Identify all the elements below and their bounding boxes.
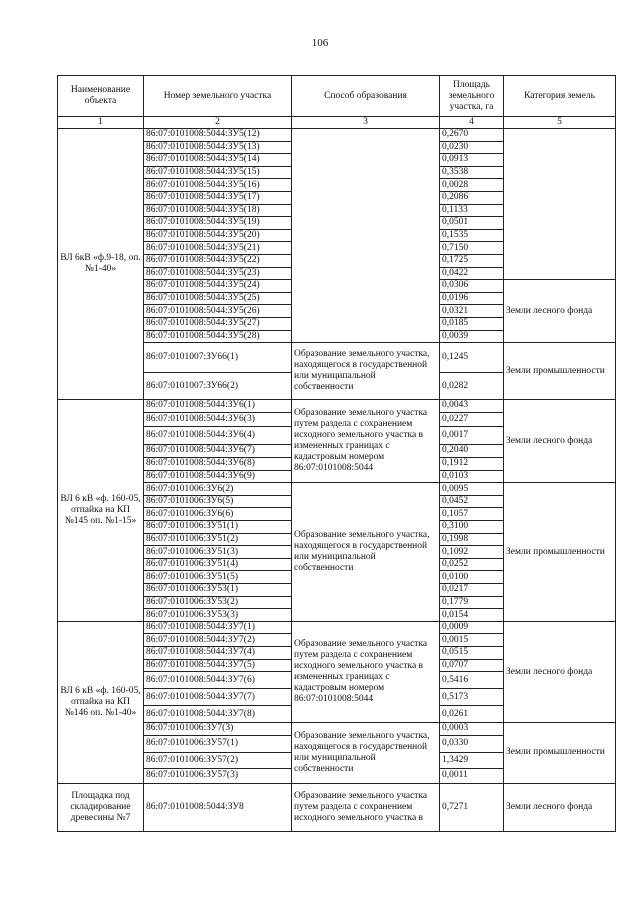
plot-number-cell: 86:07:0101008:5044:ЗУ7(8) — [144, 706, 292, 723]
area-cell: 0,2670 — [440, 129, 504, 142]
area-cell: 0,0306 — [440, 280, 504, 293]
area-cell: 0,0015 — [440, 634, 504, 647]
area-cell: 0,0009 — [440, 621, 504, 634]
area-cell: 0,0252 — [440, 558, 504, 571]
plot-number-cell: 86:07:0101008:5044:ЗУ8 — [144, 783, 292, 831]
area-cell: 0,0185 — [440, 317, 504, 330]
plot-number-cell: 86:07:0101006:ЗУ7(3) — [144, 723, 292, 736]
header-row — [58, 76, 616, 117]
area-cell: 0,5416 — [440, 672, 504, 689]
table-row — [58, 400, 616, 413]
land-plots-table — [57, 75, 616, 832]
category-cell: Земли лесного фонда — [504, 783, 616, 831]
area-cell: 0,0501 — [440, 217, 504, 230]
plot-number-cell: 86:07:0101006:ЗУ51(3) — [144, 546, 292, 559]
area-cell: 0,0196 — [440, 292, 504, 305]
plot-number-cell: 86:07:0101008:5044:ЗУ7(4) — [144, 647, 292, 660]
plot-number-cell: 86:07:0101008:5044:ЗУ5(13) — [144, 141, 292, 154]
area-cell: 0,2040 — [440, 444, 504, 457]
area-cell: 0,1057 — [440, 508, 504, 521]
plot-number-cell: 86:07:0101008:5044:ЗУ5(20) — [144, 229, 292, 242]
plot-number-cell: 86:07:0101008:5044:ЗУ7(6) — [144, 672, 292, 689]
header-object: Наименование объекта — [58, 76, 144, 117]
area-cell: 0,1912 — [440, 457, 504, 470]
page-number: 106 — [311, 37, 329, 49]
category-cell: Земли промышленности — [504, 343, 616, 400]
header-area: Площадь земельного участка, га — [440, 76, 504, 117]
plot-number-cell: 86:07:0101008:5044:ЗУ5(17) — [144, 191, 292, 204]
method-cell: Образование земельного участка путем раздела с сохранением исходного земельного участка в измененных границах с кадастровым номером 86:07:0101008:5044 — [292, 621, 440, 722]
area-cell: 0,0707 — [440, 659, 504, 672]
method-cell: Образование земельного участка путем раздела с сохранением исходного земельного участка в — [292, 783, 440, 831]
area-cell: 0,0452 — [440, 495, 504, 508]
area-cell: 1,3429 — [440, 752, 504, 768]
plot-number-cell: 86:07:0101006:ЗУ57(1) — [144, 735, 292, 752]
plot-number-cell: 86:07:0101006:ЗУ51(1) — [144, 521, 292, 534]
plot-number-cell: 86:07:0101006:ЗУ6(2) — [144, 483, 292, 496]
plot-number-cell: 86:07:0101008:5044:ЗУ7(5) — [144, 659, 292, 672]
plot-number-cell: 86:07:0101008:5044:ЗУ5(16) — [144, 179, 292, 192]
plot-number-cell: 86:07:0101006:ЗУ53(1) — [144, 584, 292, 597]
area-cell: 0,0282 — [440, 373, 504, 400]
plot-number-cell: 86:07:0101008:5044:ЗУ5(28) — [144, 330, 292, 343]
area-cell: 0,0154 — [440, 609, 504, 622]
area-cell: 0,1779 — [440, 596, 504, 609]
plot-number-cell: 86:07:0101008:5044:ЗУ7(2) — [144, 634, 292, 647]
area-cell: 0,1245 — [440, 343, 504, 373]
area-cell: 0,0330 — [440, 735, 504, 752]
plot-number-cell: 86:07:0101008:5044:ЗУ5(23) — [144, 267, 292, 280]
plot-number-cell: 86:07:0101008:5044:ЗУ5(15) — [144, 166, 292, 179]
area-cell: 0,0003 — [440, 723, 504, 736]
plot-number-cell: 86:07:0101008:5044:ЗУ6(7) — [144, 444, 292, 457]
plot-number-cell: 86:07:0101008:5044:ЗУ5(27) — [144, 317, 292, 330]
plot-number-cell: 86:07:0101008:5044:ЗУ5(19) — [144, 217, 292, 230]
object-name-cell: ВЛ 6 кВ «ф. 160-05, отпайка на КП №145 оп. №1-15» — [58, 400, 144, 622]
plot-number-cell: 86:07:0101008:5044:ЗУ5(24) — [144, 280, 292, 293]
table-row — [58, 129, 616, 142]
table-row — [58, 783, 616, 831]
header-plot-number: Номер земельного участка — [144, 76, 292, 117]
header-category: Категория земель — [504, 76, 616, 117]
area-cell: 0,0095 — [440, 483, 504, 496]
area-cell: 0,0103 — [440, 470, 504, 483]
area-cell: 0,1998 — [440, 533, 504, 546]
plot-number-cell: 86:07:0101007:ЗУ66(1) — [144, 343, 292, 373]
method-cell: Образование земельного участка путем раздела с сохранением исходного земельного участка в измененных границах с кадастровым номером 86:07:0101008:5044 — [292, 400, 440, 483]
area-cell: 0,0515 — [440, 647, 504, 660]
method-cell: Образование земельного участка, находящегося в государственной или муниципальной собственности — [292, 343, 440, 400]
method-cell: Образование земельного участка, находящегося в государственной или муниципальной собственности — [292, 723, 440, 784]
plot-number-cell: 86:07:0101008:5044:ЗУ5(26) — [144, 305, 292, 318]
area-cell: 0,0217 — [440, 584, 504, 597]
category-cell: Земли промышленности — [504, 483, 616, 622]
area-cell: 0,1725 — [440, 254, 504, 267]
area-cell: 0,5173 — [440, 689, 504, 706]
column-numbers-row — [58, 117, 616, 129]
area-cell: 0,1092 — [440, 546, 504, 559]
plot-number-cell: 86:07:0101006:ЗУ53(3) — [144, 609, 292, 622]
area-cell: 0,0261 — [440, 706, 504, 723]
column-number: 2 — [144, 117, 292, 129]
category-cell: Земли лесного фонда — [504, 621, 616, 722]
plot-number-cell: 86:07:0101006:ЗУ57(3) — [144, 768, 292, 783]
object-name-cell: Площадка под складирование древесины №7 — [58, 783, 144, 831]
plot-number-cell: 86:07:0101006:ЗУ57(2) — [144, 752, 292, 768]
area-cell: 0,3100 — [440, 521, 504, 534]
area-cell: 0,3538 — [440, 166, 504, 179]
plot-number-cell: 86:07:0101008:5044:ЗУ6(1) — [144, 400, 292, 413]
plot-number-cell: 86:07:0101008:5044:ЗУ7(1) — [144, 621, 292, 634]
area-cell: 0,0017 — [440, 426, 504, 444]
plot-number-cell: 86:07:0101006:ЗУ51(2) — [144, 533, 292, 546]
plot-number-cell: 86:07:0101008:5044:ЗУ5(14) — [144, 154, 292, 167]
area-cell: 0,7271 — [440, 783, 504, 831]
object-name-cell: ВЛ 6кВ «ф.9-18, оп. №1-40» — [58, 129, 144, 400]
column-number: 4 — [440, 117, 504, 129]
area-cell: 0,0011 — [440, 768, 504, 783]
plot-number-cell: 86:07:0101008:5044:ЗУ7(7) — [144, 689, 292, 706]
area-cell: 0,0913 — [440, 154, 504, 167]
column-number: 5 — [504, 117, 616, 129]
plot-number-cell: 86:07:0101006:ЗУ51(5) — [144, 571, 292, 584]
area-cell: 0,1133 — [440, 204, 504, 217]
table-row — [58, 621, 616, 634]
category-cell: Земли промышленности — [504, 723, 616, 784]
area-cell: 0,0422 — [440, 267, 504, 280]
area-cell: 0,0028 — [440, 179, 504, 192]
method-cell: Образование земельного участка, находящегося в государственной или муниципальной собственности — [292, 483, 440, 622]
area-cell: 0,1535 — [440, 229, 504, 242]
column-number: 3 — [292, 117, 440, 129]
plot-number-cell: 86:07:0101008:5044:ЗУ5(21) — [144, 242, 292, 255]
plot-number-cell: 86:07:0101008:5044:ЗУ6(8) — [144, 457, 292, 470]
plot-number-cell: 86:07:0101008:5044:ЗУ5(18) — [144, 204, 292, 217]
category-cell: Земли лесного фонда — [504, 280, 616, 343]
plot-number-cell: 86:07:0101008:5044:ЗУ6(3) — [144, 412, 292, 426]
plot-number-cell: 86:07:0101006:ЗУ51(4) — [144, 558, 292, 571]
area-cell: 0,0230 — [440, 141, 504, 154]
plot-number-cell: 86:07:0101006:ЗУ53(2) — [144, 596, 292, 609]
plot-number-cell: 86:07:0101008:5044:ЗУ5(22) — [144, 254, 292, 267]
object-name-cell: ВЛ 6 кВ «ф. 160-05, отпайка на КП №146 оп. №1-40» — [58, 621, 144, 783]
method-cell-empty — [292, 129, 440, 343]
plot-number-cell: 86:07:0101007:ЗУ66(2) — [144, 373, 292, 400]
plot-number-cell: 86:07:0101006:ЗУ6(5) — [144, 495, 292, 508]
plot-number-cell: 86:07:0101008:5044:ЗУ6(4) — [144, 426, 292, 444]
plot-number-cell: 86:07:0101006:ЗУ6(6) — [144, 508, 292, 521]
column-number: 1 — [58, 117, 144, 129]
area-cell: 0,2086 — [440, 191, 504, 204]
area-cell: 0,0043 — [440, 400, 504, 413]
header-method: Способ образования — [292, 76, 440, 117]
category-cell: Земли лесного фонда — [504, 400, 616, 483]
plot-number-cell: 86:07:0101008:5044:ЗУ5(12) — [144, 129, 292, 142]
area-cell: 0,0321 — [440, 305, 504, 318]
plot-number-cell: 86:07:0101008:5044:ЗУ6(9) — [144, 470, 292, 483]
area-cell: 0,7150 — [440, 242, 504, 255]
area-cell: 0,0039 — [440, 330, 504, 343]
plot-number-cell: 86:07:0101008:5044:ЗУ5(25) — [144, 292, 292, 305]
category-cell-empty — [504, 129, 616, 280]
area-cell: 0,0100 — [440, 571, 504, 584]
area-cell: 0,0227 — [440, 412, 504, 426]
